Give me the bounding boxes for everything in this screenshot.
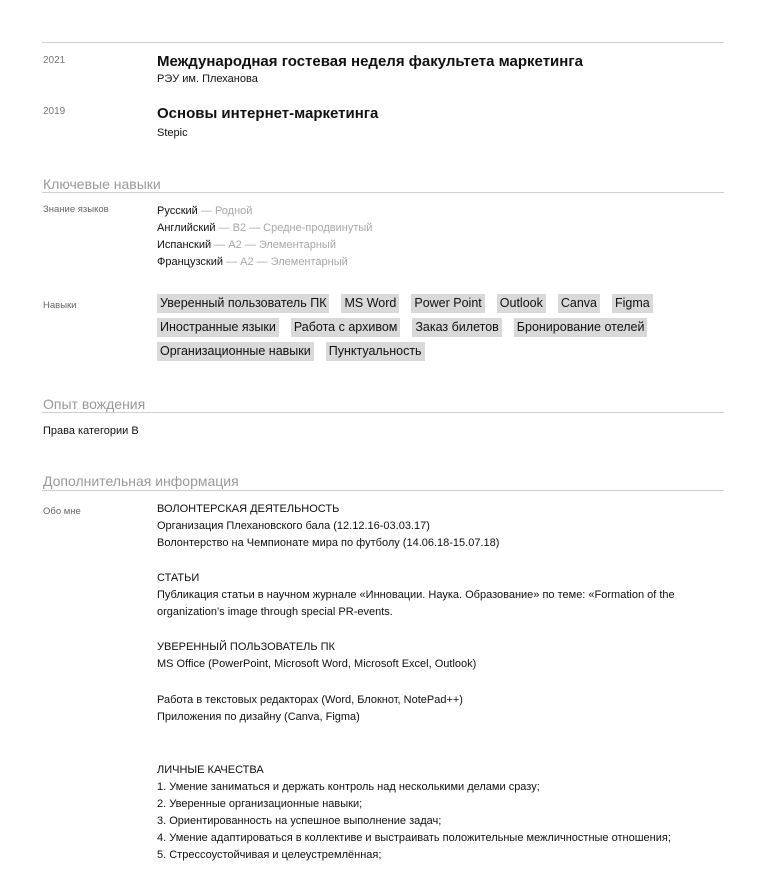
personal-item: 4. Умение адаптироваться в коллективе и выстраивать положительные межличностные отношения;	[157, 832, 671, 844]
skill-tag: Outlook	[497, 294, 546, 313]
education-title: Основы интернет-маркетинга	[157, 105, 379, 122]
education-org: Stepic	[157, 127, 188, 139]
language-row	[157, 222, 372, 234]
top-divider	[42, 42, 724, 43]
skills-row	[157, 342, 717, 366]
language-level: — A2 — Элементарный	[223, 256, 348, 268]
driving-heading: Опыт вождения	[43, 396, 146, 412]
skill-tag: Бронирование отелей	[514, 318, 648, 337]
language-name: Французский	[157, 256, 223, 268]
education-title: Международная гостевая неделя факультета маркетинга	[157, 53, 583, 70]
key-skills-heading: Ключевые навыки	[43, 176, 161, 192]
skill-tag: Пунктуальность	[326, 342, 425, 361]
education-org: РЭУ им. Плеханова	[157, 73, 258, 85]
language-level: — B2 — Средне-продвинутый	[215, 222, 373, 234]
education-year: 2021	[43, 55, 66, 66]
pc-item: Приложения по дизайну (Canva, Figma)	[157, 711, 360, 723]
additional-divider	[42, 490, 724, 491]
language-row	[157, 205, 252, 217]
personal-item: 1. Умение заниматься и держать контроль над несколькими делами сразу;	[157, 781, 540, 793]
skill-tag: Организационные навыки	[157, 342, 314, 361]
language-level: — Родной	[197, 205, 253, 217]
pc-heading: УВЕРЕННЫЙ ПОЛЬЗОВАТЕЛЬ ПК	[157, 641, 335, 653]
language-row	[157, 239, 336, 251]
skills-label: Навыки	[43, 300, 77, 311]
skill-tag: Заказ билетов	[412, 318, 501, 337]
about-label: Обо мне	[43, 506, 81, 517]
driving-license: Права категории B	[43, 425, 139, 437]
language-row	[157, 256, 348, 268]
skills-row	[157, 294, 717, 318]
skill-tag: Работа с архивом	[291, 318, 401, 337]
driving-divider	[42, 412, 724, 413]
skill-tag: Figma	[612, 294, 653, 313]
key-skills-divider	[42, 192, 724, 193]
pc-item: MS Office (PowerPoint, Microsoft Word, Microsoft Excel, Outlook)	[157, 658, 477, 670]
skill-tag: Иностранные языки	[157, 318, 279, 337]
volunteer-item: Организация Плехановского бала (12.12.16-03.03.17)	[157, 520, 430, 532]
skill-tag: Canva	[558, 294, 600, 313]
pc-item: Работа в текстовых редакторах (Word, Блокнот, NotePad++)	[157, 694, 463, 706]
education-year: 2019	[43, 106, 66, 117]
volunteer-heading: ВОЛОНТЕРСКАЯ ДЕЯТЕЛЬНОСТЬ	[157, 503, 340, 515]
personal-item: 3. Ориентированность на успешное выполнение задач;	[157, 815, 442, 827]
language-name: Испанский	[157, 239, 212, 251]
additional-heading: Дополнительная информация	[43, 473, 239, 489]
articles-text: Публикация статьи в научном журнале «Инновации. Наука. Образование» по теме: «Formation of the organization’s image through special PR-events.	[157, 589, 675, 618]
personal-heading: ЛИЧНЫЕ КАЧЕСТВА	[157, 764, 264, 776]
language-name: Английский	[157, 222, 216, 234]
personal-item: 5. Стрессоустойчивая и целеустремлённая;	[157, 849, 382, 861]
volunteer-item: Волонтерство на Чемпионате мира по футболу (14.06.18-15.07.18)	[157, 537, 500, 549]
skill-tag: MS Word	[341, 294, 399, 313]
language-name: Русский	[157, 205, 198, 217]
skills-row	[157, 318, 717, 342]
skill-tag: Уверенный пользователь ПК	[157, 294, 329, 313]
personal-item: 2. Уверенные организационные навыки;	[157, 798, 363, 810]
languages-label: Знание языков	[43, 204, 109, 215]
language-level: — A2 — Элементарный	[211, 239, 336, 251]
skills-list	[157, 294, 717, 366]
articles-heading: СТАТЬИ	[157, 572, 200, 584]
skill-tag: Power Point	[411, 294, 484, 313]
